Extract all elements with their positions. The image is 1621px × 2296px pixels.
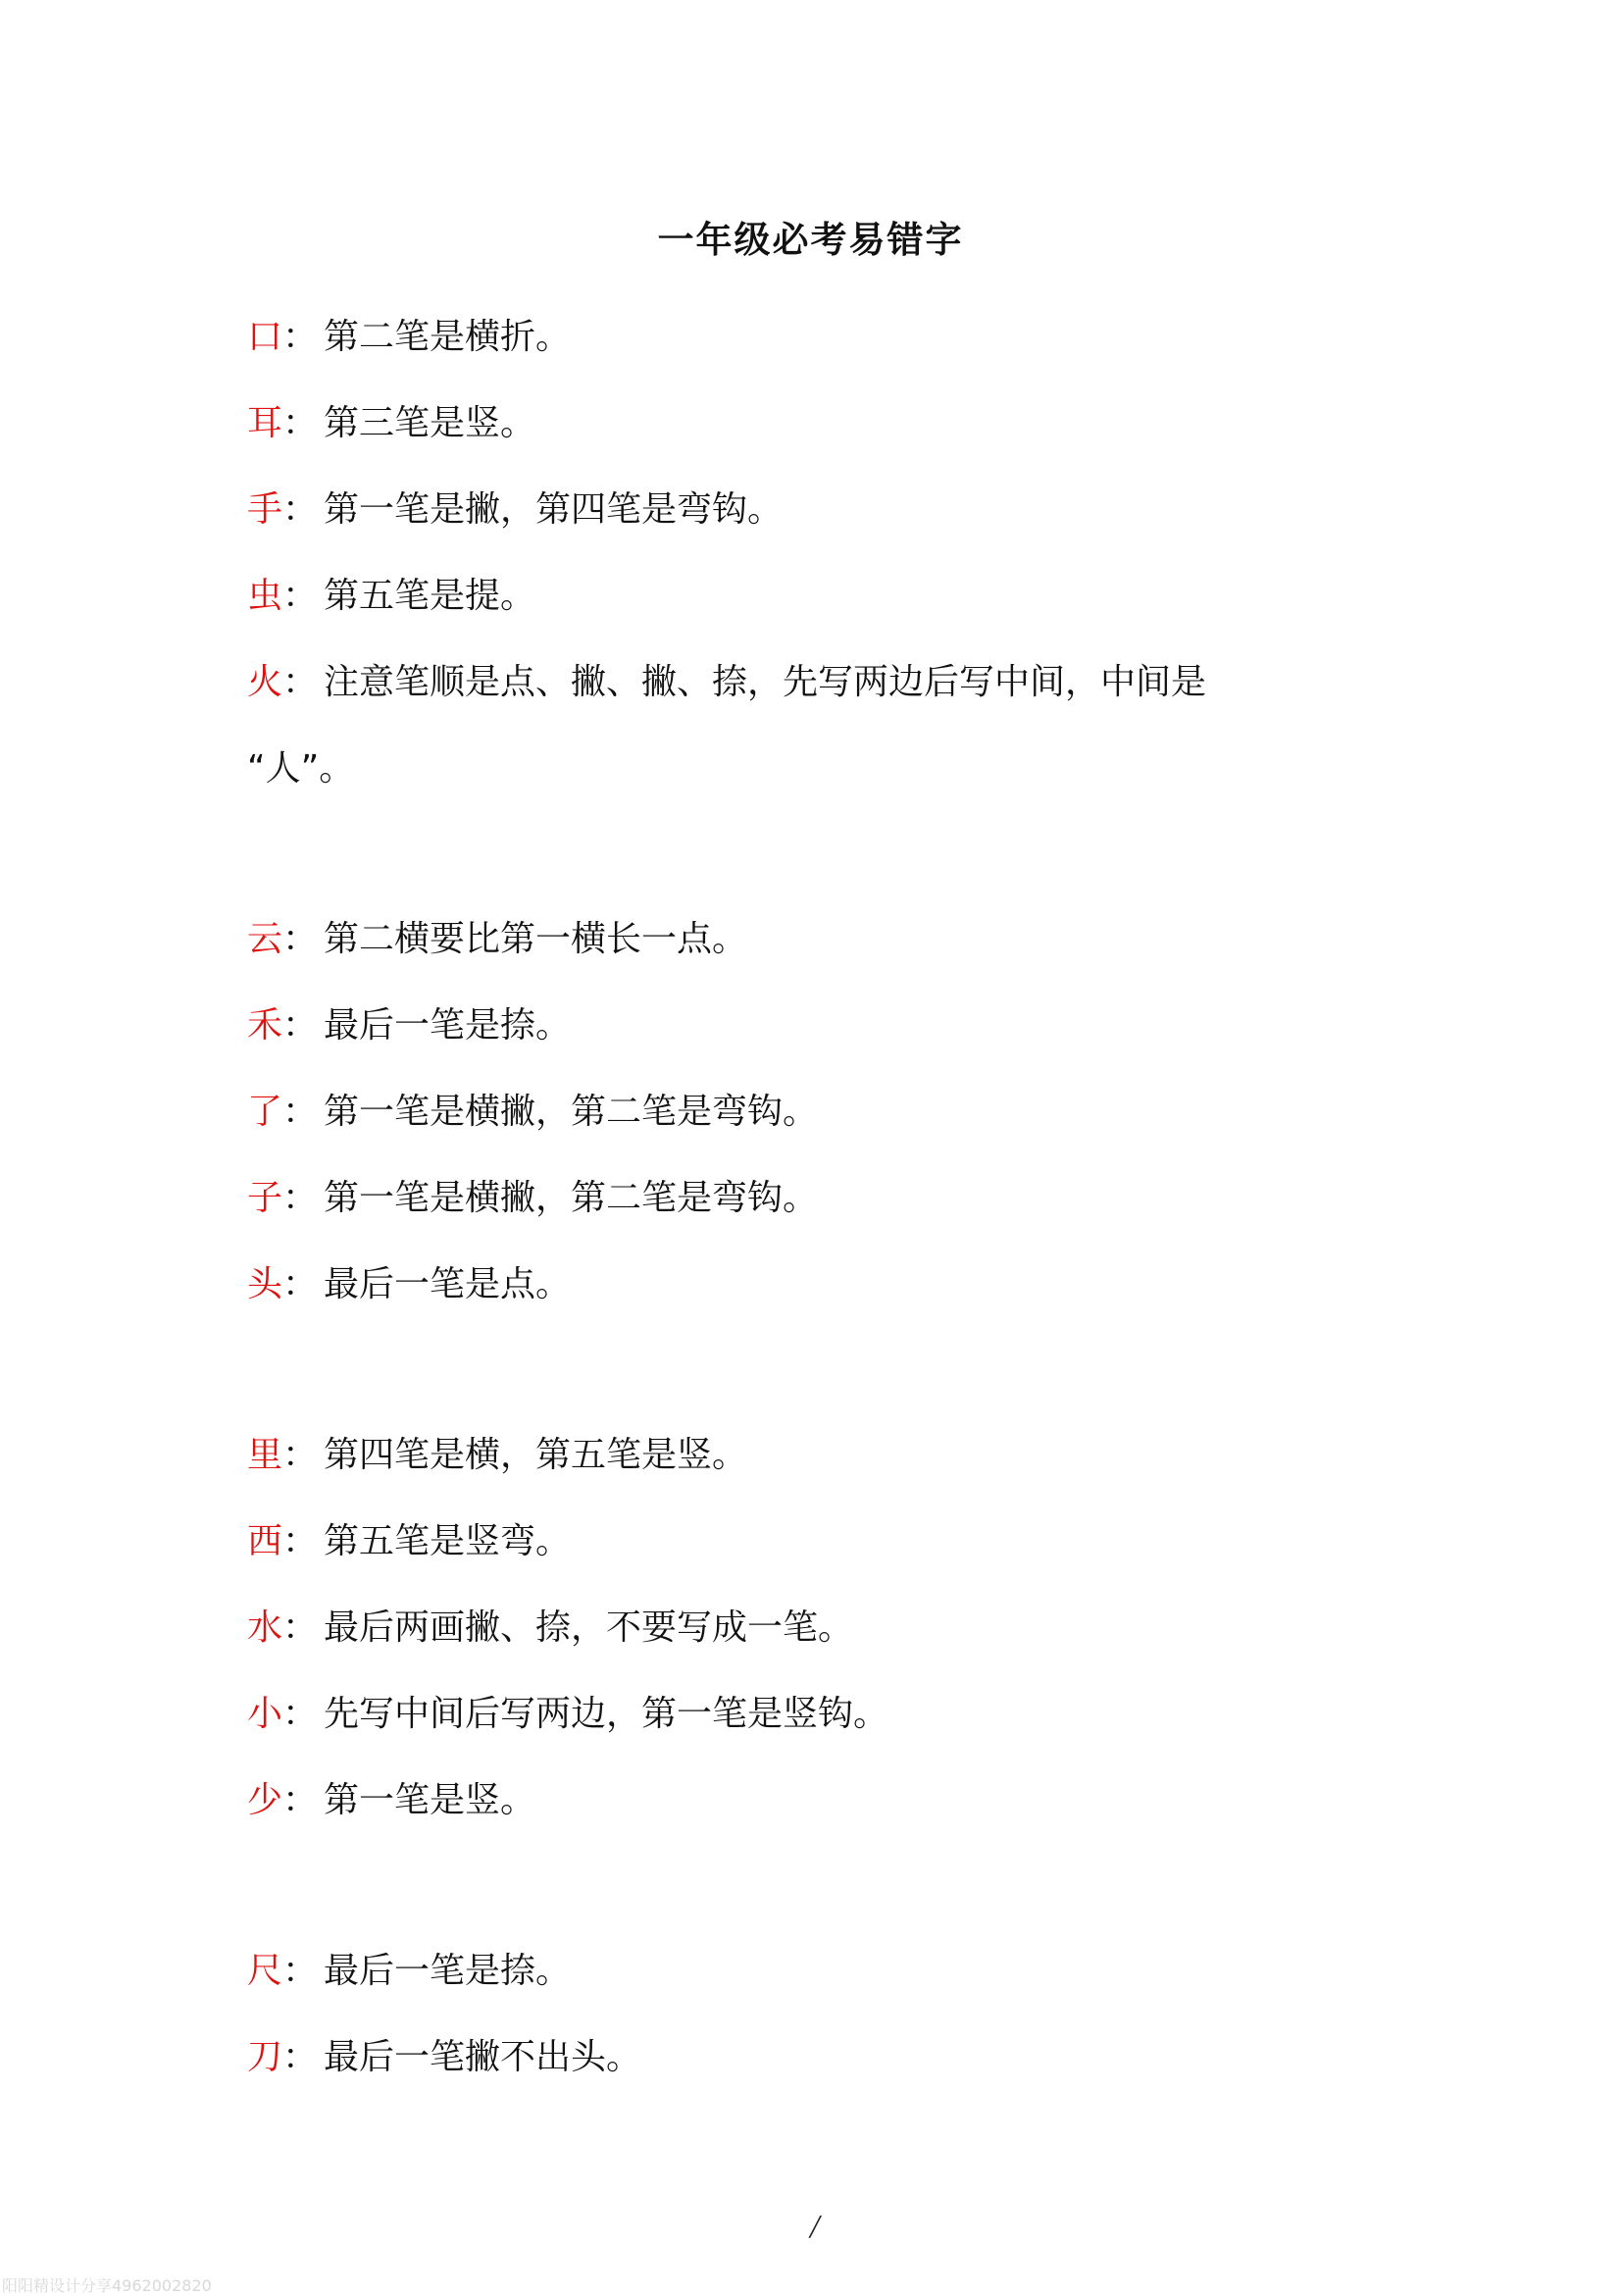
colon: ： [282, 576, 319, 616]
colon: ： [282, 1780, 319, 1820]
character: 尺 [247, 1951, 283, 1991]
description: 最后一笔是捺。 [324, 1005, 572, 1046]
list-item [247, 896, 1404, 983]
list-item [247, 1155, 1404, 1242]
description: 先写中间后写两边，第一笔是竖钩。 [324, 1694, 889, 1734]
colon: ： [282, 1694, 319, 1734]
colon: ： [282, 1005, 319, 1046]
list-item [247, 294, 1404, 381]
description: 第二横要比第一横长一点。 [324, 919, 748, 959]
description: 第一笔是撇，第四笔是弯钩。 [324, 489, 784, 530]
list-item [247, 1928, 1404, 2015]
character: 头 [247, 1264, 283, 1304]
character: 刀 [247, 2037, 283, 2077]
description: 第二笔是横折。 [324, 317, 572, 357]
character: 云 [247, 919, 283, 959]
colon: ： [282, 2037, 319, 2077]
character: 小 [247, 1694, 283, 1734]
list-item [247, 1242, 1404, 1328]
colon: ： [282, 1435, 319, 1475]
description-continued: “人”。 [247, 748, 355, 789]
character: 耳 [247, 403, 283, 443]
description: 第五笔是竖弯。 [324, 1521, 572, 1561]
colon: ： [282, 1264, 319, 1304]
list-item [247, 1499, 1404, 1585]
colon: ： [282, 1092, 319, 1132]
colon: ： [282, 919, 319, 959]
description: 第一笔是横撇，第二笔是弯钩。 [324, 1178, 819, 1218]
list-item [247, 1758, 1404, 1844]
description: 最后一笔是捺。 [324, 1951, 572, 1991]
colon: ： [282, 489, 319, 530]
character: 手 [247, 489, 283, 530]
character: 少 [247, 1780, 283, 1820]
colon: ： [282, 1521, 319, 1561]
list-item [247, 1671, 1404, 1758]
description: 第四笔是横，第五笔是竖。 [324, 1435, 748, 1475]
list-item [247, 1412, 1404, 1499]
character: 火 [247, 662, 283, 702]
description: 第五笔是提。 [324, 576, 536, 616]
list-item [247, 639, 1404, 812]
colon: ： [282, 403, 319, 443]
character: 里 [247, 1435, 283, 1475]
character: 西 [247, 1521, 283, 1561]
description: 注意笔顺是点、撇、撇、捺，先写两边后写中间，中间是 [324, 662, 1207, 702]
colon: ： [282, 317, 319, 357]
character: 水 [247, 1607, 283, 1648]
description: 最后一笔撇不出头。 [324, 2037, 642, 2077]
description: 最后一笔是点。 [324, 1264, 572, 1304]
list-item [247, 983, 1404, 1069]
description: 第一笔是竖。 [324, 1780, 536, 1820]
description: 第三笔是竖。 [324, 403, 536, 443]
character: 了 [247, 1092, 283, 1132]
entry-list [247, 294, 1404, 2101]
colon: ： [282, 1951, 319, 1991]
description: 第一笔是横撇，第二笔是弯钩。 [324, 1092, 819, 1132]
character: 口 [247, 317, 283, 357]
page-title: 一年级必考易错字 [657, 219, 964, 261]
list-item [247, 1069, 1404, 1155]
colon: ： [282, 1607, 319, 1648]
character: 子 [247, 1178, 283, 1218]
page-number: / [810, 2209, 820, 2245]
character: 虫 [247, 576, 283, 616]
colon: ： [282, 1178, 319, 1218]
list-item [247, 553, 1404, 639]
list-item [247, 1585, 1404, 1671]
list-item [247, 2015, 1404, 2101]
character: 禾 [247, 1005, 283, 1046]
watermark: 阳阳精设计分享4962002820 [2, 2276, 212, 2295]
list-item [247, 381, 1404, 467]
colon: ： [282, 662, 319, 702]
list-item [247, 467, 1404, 553]
description: 最后两画撇、捺，不要写成一笔。 [324, 1607, 854, 1648]
